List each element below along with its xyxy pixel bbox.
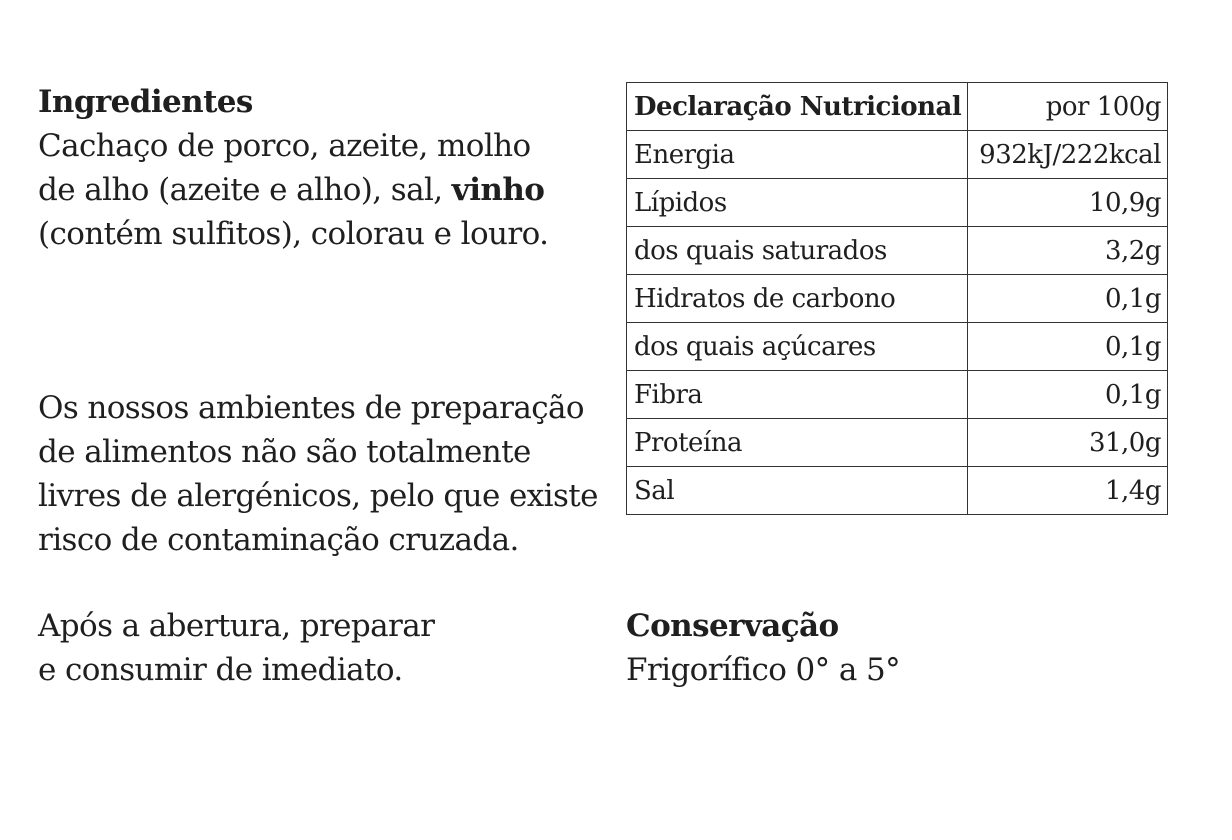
nutrient-label: Fibra [627,371,968,419]
table-row [627,419,1168,467]
nutrition-table [626,82,1168,515]
ingredients-line-2 [38,168,548,212]
allergen-highlight: vinho [451,172,545,208]
allergen-line-2: de alimentos não são totalmente [38,434,531,470]
after-opening-line-2: e consumir de imediato. [38,652,403,688]
nutrient-value: 0,1g [968,323,1168,371]
nutrient-value: 0,1g [968,371,1168,419]
nutrient-label: Energia [627,131,968,179]
nutrient-value: 10,9g [968,179,1168,227]
nutrient-label: dos quais saturados [627,227,968,275]
nutrient-label: dos quais açúcares [627,323,968,371]
allergen-line-3: livres de alergénicos, pelo que existe [38,478,598,514]
table-row [627,179,1168,227]
nutrition-header-unit: por 100g [968,83,1168,131]
conservation-text: Frigorífico 0° a 5° [626,652,900,688]
nutrient-label: Lípidos [627,179,968,227]
nutrient-label: Sal [627,467,968,515]
allergen-line-1: Os nossos ambientes de preparação [38,390,584,426]
nutrient-value: 1,4g [968,467,1168,515]
table-row [627,131,1168,179]
table-row [627,323,1168,371]
conservation-title: Conservação [626,608,839,644]
nutrient-value: 3,2g [968,227,1168,275]
allergen-line-4: risco de contaminação cruzada. [38,522,519,558]
nutrient-label: Proteína [627,419,968,467]
ingredients-section [38,80,548,256]
after-opening-note [38,604,434,692]
nutrient-value: 932kJ/222kcal [968,131,1168,179]
nutrient-label: Hidratos de carbono [627,275,968,323]
table-row [627,275,1168,323]
nutrient-value: 0,1g [968,275,1168,323]
table-row [627,371,1168,419]
ingredients-line-1: Cachaço de porco, azeite, molho [38,128,531,164]
ingredients-line-3: (contém sulfitos), colorau e louro. [38,216,549,252]
allergen-notice [38,386,598,562]
nutrient-value: 31,0g [968,419,1168,467]
table-row [627,467,1168,515]
nutrition-header-label: Declaração Nutricional [627,83,968,131]
ingredients-line-2-text: de alho (azeite e alho), sal, [38,172,452,208]
ingredients-title: Ingredientes [38,84,253,120]
nutrition-header-row [627,83,1168,131]
conservation-section [626,604,900,692]
table-row [627,227,1168,275]
after-opening-line-1: Após a abertura, preparar [38,608,435,644]
